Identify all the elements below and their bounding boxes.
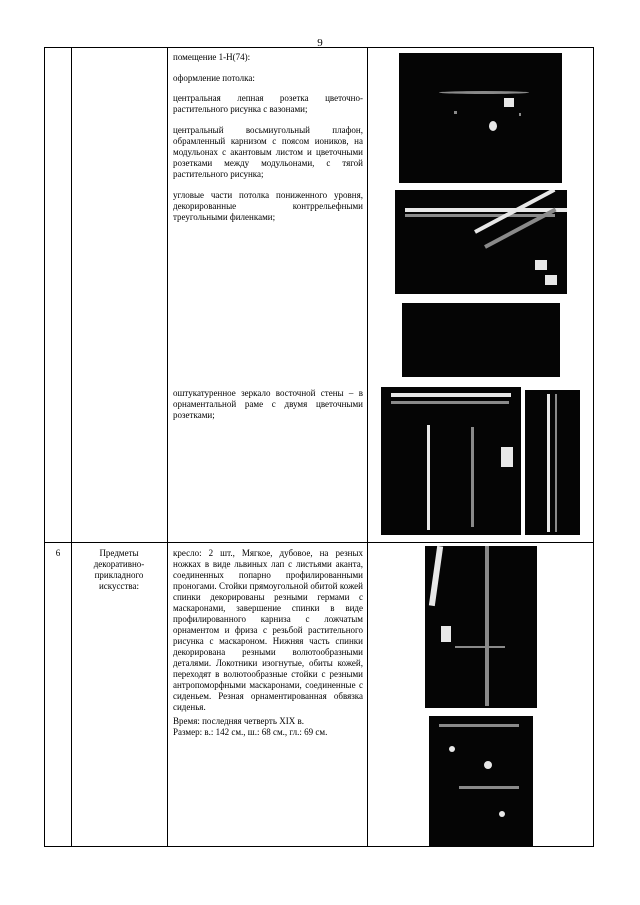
item-number: 6 <box>55 548 61 558</box>
row1-description <box>173 52 363 233</box>
plafond-text: центральный восьмиугольный плафон, обрамленный карнизом с поясом иоников, на модульонах с акантовым листом и цветочными розетками между модульонами, с тягой растительного рисунка; <box>173 125 363 179</box>
plafond-cornice-photo <box>395 190 567 294</box>
armchair-text: кресло: 2 шт., Мягкое, дубовое, на резных ножках в виде львиных лап с листьями аканта, соединенных попарно профилированными проногами. Стойки прямоугольной обитой кожей спинки декорированы резными гермами с маскаронами, завершение спинки в виде профилированного карниза с ложчатым орнаментом и фриза с резьбой растительного рисунка с маскароном. Нижняя часть спинки декорирована резными волютообразными деталями. Локотники изогнутые, обиты кожей, переходят в волютообразные стойки с резными антропоморфными маскаронами, соединенные с сиденьем. Резная орнаментированная обвязка сиденья. <box>173 548 363 712</box>
armchair-front-photo <box>425 546 537 708</box>
item-category: Предметы декоративно-прикладного искусства: <box>93 548 145 591</box>
ceiling-rosette-photo <box>399 53 562 183</box>
armchair-detail-photo <box>429 716 533 847</box>
mirror-frame-photo-left <box>381 387 521 535</box>
dimensions-text: Размер: в.: 142 см., ш.: 68 см., гл.: 69 см. <box>173 727 328 737</box>
mirror-frame-photo-right <box>525 390 580 535</box>
premises-text: помещение 1-Н(74): <box>173 52 251 62</box>
col-divider-1 <box>71 48 72 846</box>
armchair-description <box>173 548 363 738</box>
rosette-text: центральная лепная розетка цветочно-растительного рисунка с вазонами; <box>173 93 363 114</box>
mirror-text: оштукатуренное зеркало восточной стены – в орнаментальной раме с двумя цветочными розетками; <box>173 388 363 420</box>
corner-panel-photo <box>402 303 560 377</box>
corners-text: угловые части потолка пониженного уровня, декорированные контррельефными треугольными филенками; <box>173 190 363 222</box>
col-divider-3 <box>367 48 368 846</box>
page-number: 9 <box>317 37 323 49</box>
monument-table <box>44 47 594 847</box>
dating-text: Время: последняя четверть XIX в. <box>173 716 304 726</box>
col-divider-2 <box>167 48 168 846</box>
ceiling-heading: оформление потолка: <box>173 73 255 83</box>
row-divider <box>45 542 593 543</box>
